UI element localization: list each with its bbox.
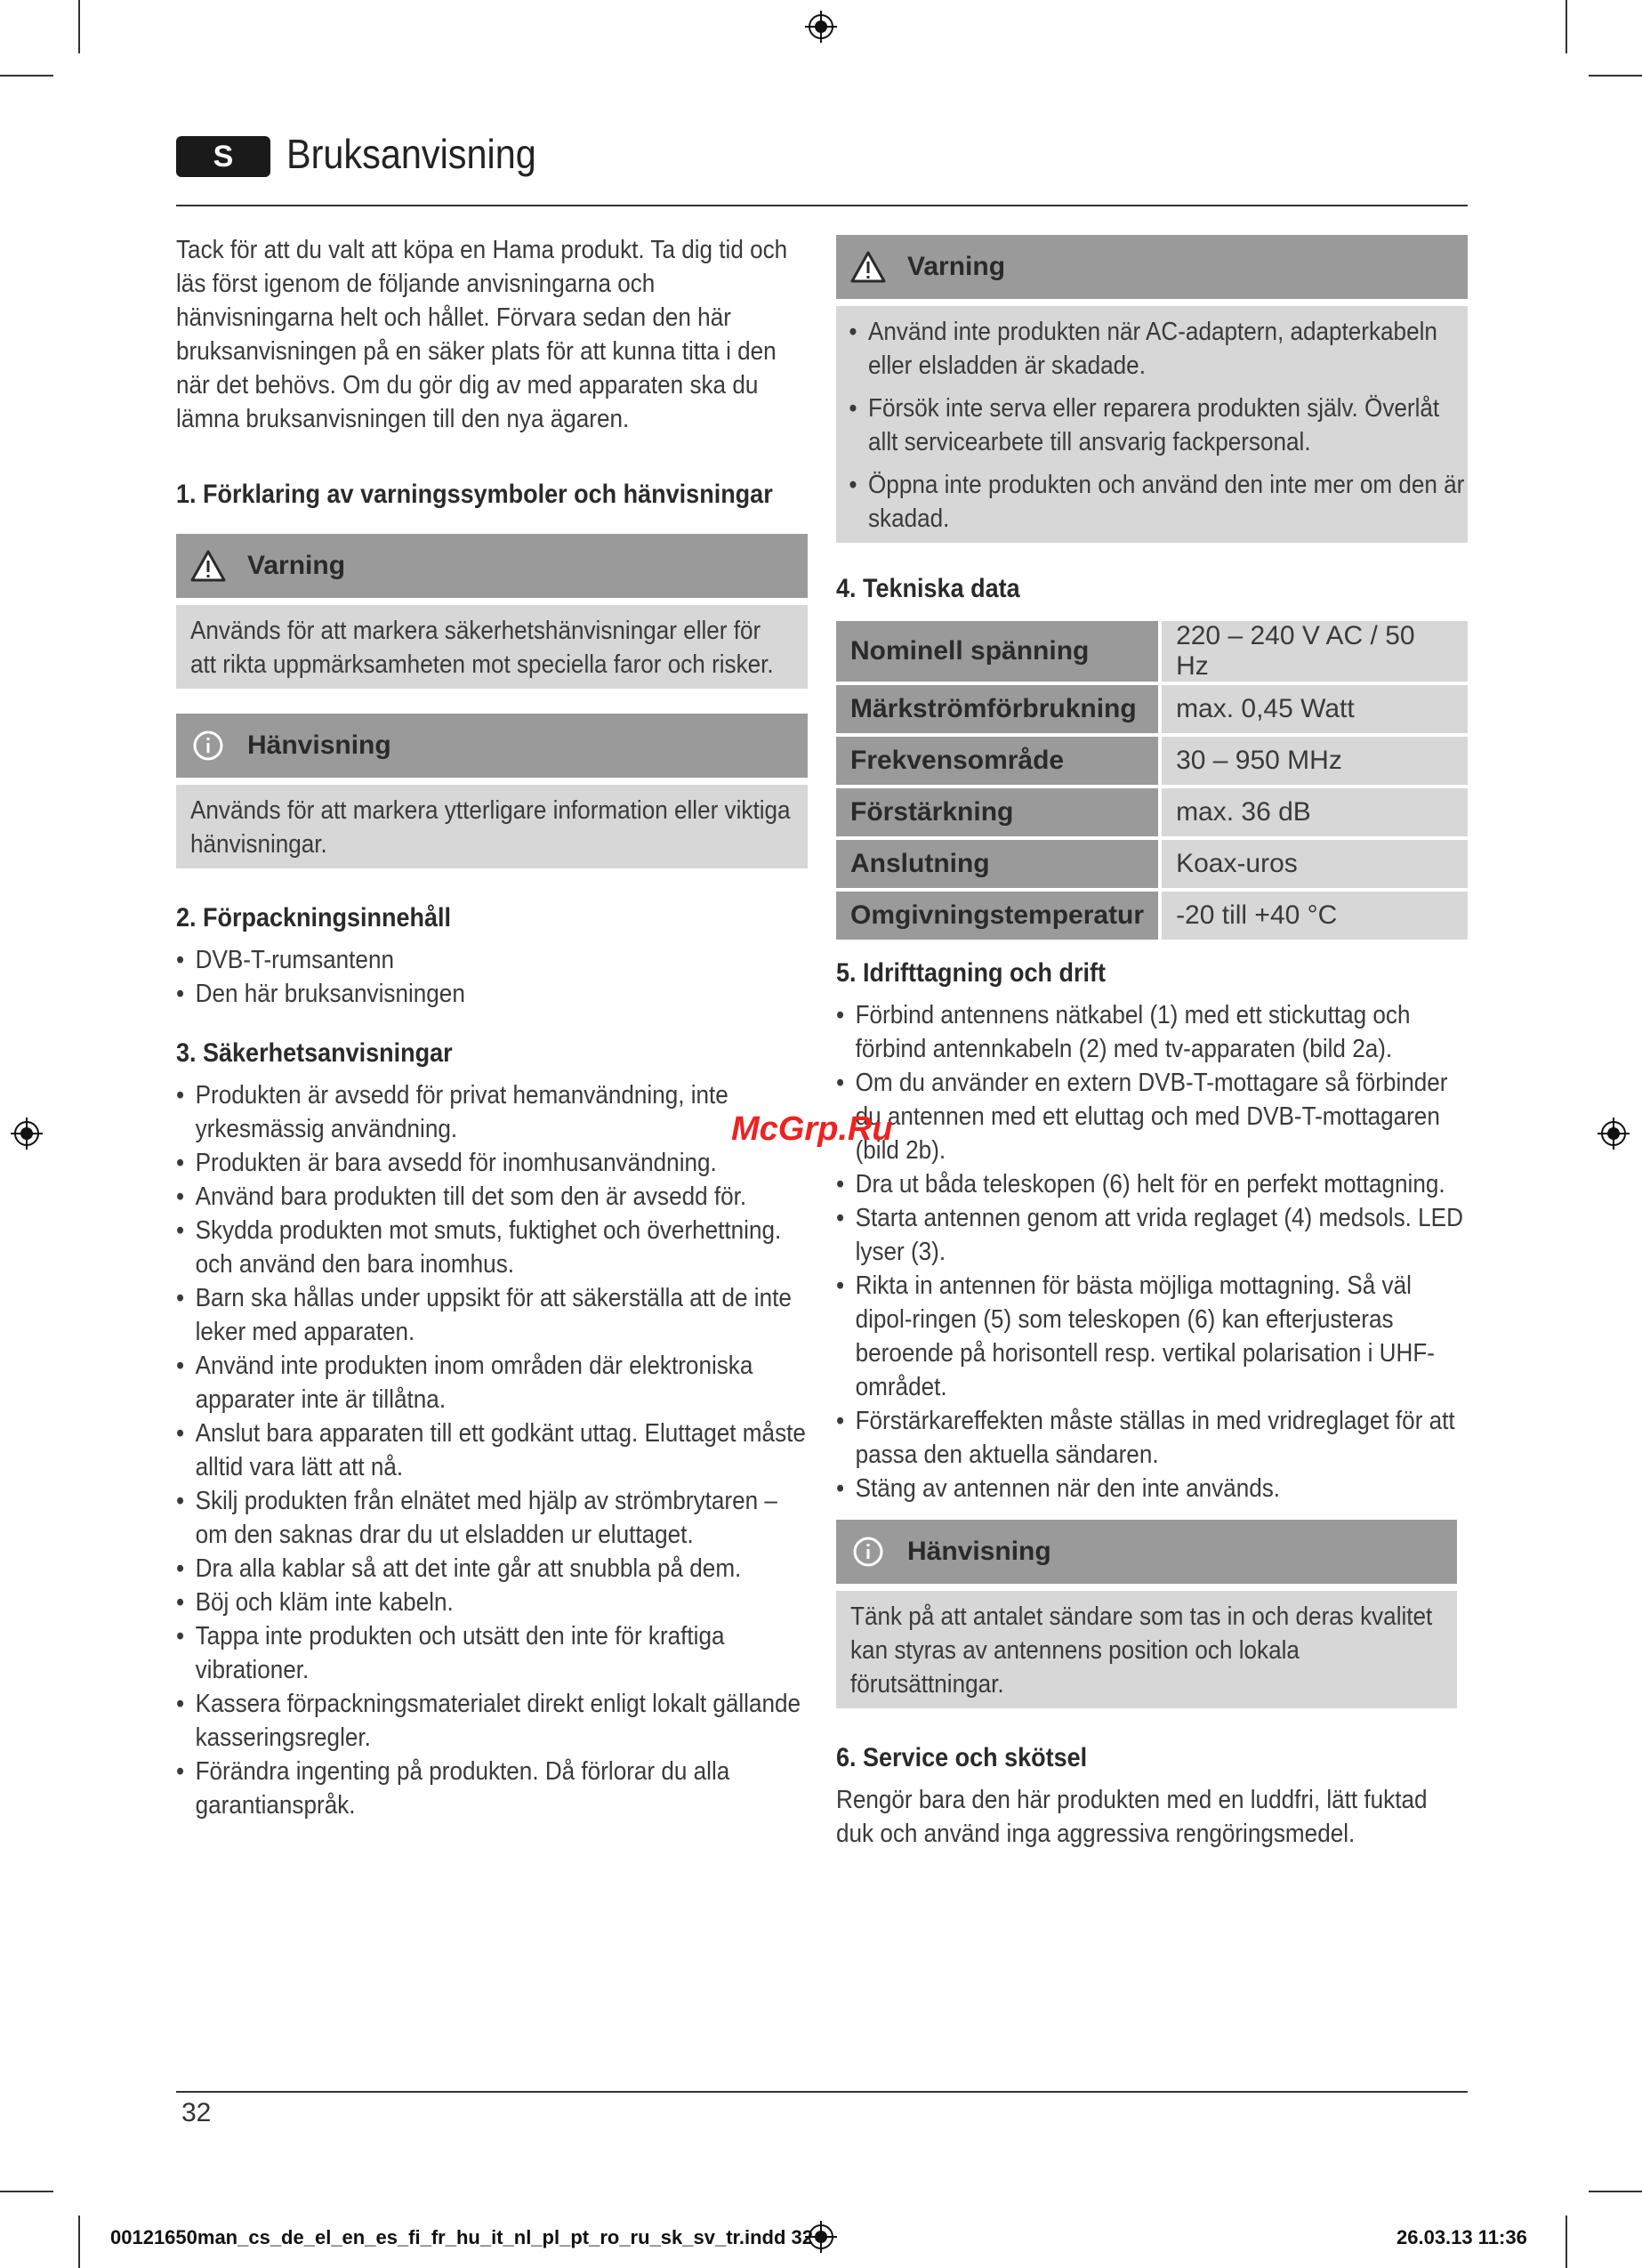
service-text: Rengör bara den här produkten med en luddfri, lätt fuktad duk och använd inga aggressiva rengöringsmedel. (836, 1786, 1428, 1848)
section4-heading: 4. Tekniska data (836, 574, 1020, 603)
tech-data-table (836, 617, 1468, 943)
registration-mark-icon (11, 1118, 43, 1150)
table-row (836, 685, 1468, 733)
note-legend-body (176, 785, 808, 868)
spec-key: Frekvensområde (836, 737, 1162, 785)
crop-mark (1589, 75, 1642, 77)
section2-heading: 2. Förpackningsinnehåll (176, 903, 452, 932)
package-contents-list (176, 943, 807, 1011)
intro-text: Tack för att du valt att köpa en Hama produkt. Ta dig tid och läs först igenom de följande anvisningarna och hänvisningarna helt och hållet. Förvara sedan den här bruksanvisningen på en säker plats för att kunna titta i den när det behövs. Om du gör dig av med apparaten ska du lämna bruksanvisningen till den nya ägaren. (176, 236, 788, 433)
list-item: • Dra ut båda teleskopen (6) helt för en perfekt mottagning. (836, 1167, 1467, 1201)
watermark: McGrp.Ru (731, 1110, 893, 1148)
warning-legend-body (176, 605, 808, 689)
spec-key: Förstärkning (836, 788, 1162, 836)
warning-box (836, 235, 1468, 543)
list-item: • Om du använder en extern DVB-T-mottagare så förbinder du antennen med ett eluttag och med DVB-T-mottagaren (bild 2b). (836, 1066, 1467, 1167)
table-row (836, 788, 1468, 836)
warning-legend-box (176, 534, 808, 689)
warning-triangle-icon (190, 550, 226, 582)
footer-filename: 00121650man_cs_de_el_en_es_fi_fr_hu_it_nl_pl_pt_ro_ru_sk_sv_tr.indd 32 (110, 2226, 814, 2248)
table-row (836, 621, 1468, 682)
list-item: • Skydda produkten mot smuts, fuktighet och överhettning. och använd den bara inomhus. (176, 1214, 807, 1281)
page-number: 32 (181, 2098, 212, 2127)
spec-value: max. 36 dB (1162, 788, 1468, 836)
crop-mark (1589, 2191, 1642, 2192)
spec-value: 220 – 240 V AC / 50 Hz (1162, 621, 1468, 682)
list-item: • DVB-T-rumsantenn (176, 943, 807, 977)
list-item: • Produkten är avsedd för privat hemanvändning, inte yrkesmässig användning. (176, 1078, 807, 1146)
list-item: • Förändra ingenting på produkten. Då förlorar du alla garantianspråk. (176, 1755, 807, 1822)
spec-key: Märkströmförbrukning (836, 685, 1162, 733)
list-item: • Använd inte produkten inom områden där elektroniska apparater inte är tillåtna. (176, 1349, 807, 1416)
crop-mark (1566, 0, 1567, 53)
list-item: • Produkten är bara avsedd för inomhusanvändning. (176, 1146, 807, 1180)
note-legend-label: Hänvisning (247, 730, 391, 760)
warning-list (836, 315, 1466, 536)
table-row (836, 840, 1468, 888)
warning-box-body (836, 306, 1468, 543)
list-item: • Tappa inte produkten och utsätt den inte för kraftiga vibrationer. (176, 1619, 807, 1687)
list-item: • Stäng av antennen när den inte används. (836, 1472, 1467, 1505)
crop-mark (0, 75, 53, 77)
note-box-text: Tänk på att antalet sändare som tas in och deras kvalitet kan styras av antennens position och lokala förutsättningar. (850, 1602, 1433, 1699)
section1-heading: 1. Förklaring av varningssymboler och hänvisningar (176, 480, 773, 509)
crop-mark (78, 2216, 80, 2268)
note-box (836, 1520, 1457, 1708)
table-row (836, 737, 1468, 785)
spec-value: max. 0,45 Watt (1162, 685, 1468, 733)
list-item: • Använd bara produkten till det som den är avsedd för. (176, 1180, 807, 1214)
list-item: • Barn ska hållas under uppsikt för att säkerställa att de inte leker med apparaten. (176, 1281, 807, 1349)
note-legend-text: Används för att markera ytterligare information eller viktiga hänvisningar. (190, 796, 791, 859)
info-icon (850, 1536, 886, 1568)
note-box-label: Hänvisning (907, 1537, 1051, 1566)
list-item: • Skilj produkten från elnätet med hjälp av strömbrytaren – om den saknas drar du ut elsladden ur eluttaget. (176, 1484, 807, 1552)
spec-key: Nominell spänning (836, 621, 1162, 682)
list-item: • Starta antennen genom att vrida reglaget (4) medsols. LED lyser (3). (836, 1201, 1467, 1269)
warning-legend-label: Varning (247, 551, 346, 580)
section5-heading: 5. Idrifttagning och drift (836, 958, 1106, 988)
operation-list (836, 998, 1467, 1505)
right-column (836, 233, 1468, 1851)
note-box-header (836, 1520, 1457, 1584)
list-item: • Förbind antennens nätkabel (1) med ett stickuttag och förbind antennkabeln (2) med tv-apparaten (bild 2a). (836, 998, 1467, 1066)
note-legend-box (176, 714, 808, 868)
info-icon (190, 730, 226, 762)
list-item: • Anslut bara apparaten till ett godkänt uttag. Eluttaget måste alltid vara lätt att nå. (176, 1416, 807, 1484)
left-column (176, 233, 808, 1822)
section6-heading: 6. Service och skötsel (836, 1743, 1088, 1772)
spec-value: 30 – 950 MHz (1162, 737, 1468, 785)
section3-heading: 3. Säkerhetsanvisningar (176, 1038, 453, 1068)
warning-legend-text: Används för att markera säkerhetshänvisningar eller för att rikta uppmärksamheten mot speciella faror och risker. (190, 617, 774, 679)
crop-mark (1566, 2216, 1567, 2268)
crop-mark (78, 0, 80, 53)
footer-date: 26.03.13 11:36 (1397, 2226, 1527, 2248)
note-box-body (836, 1591, 1457, 1708)
list-item: • Den här bruksanvisningen (176, 977, 807, 1011)
list-item: • Kassera förpackningsmaterialet direkt enligt lokalt gällande kasseringsregler. (176, 1687, 807, 1755)
language-badge: S (176, 136, 270, 177)
list-item: • Försök inte serva eller reparera produkten själv. Överlåt allt servicearbete till ansvarig fackpersonal. (849, 391, 1465, 459)
list-item: • Förstärkareffekten måste ställas in med vridreglaget för att passa den aktuella sändaren. (836, 1404, 1467, 1472)
spec-value: -20 till +40 °C (1162, 892, 1468, 940)
page-title: Bruksanvisning (286, 131, 536, 177)
spec-key: Omgivningstemperatur (836, 892, 1162, 940)
crop-mark (0, 2191, 53, 2192)
list-item: • Dra alla kablar så att det inte går att snubbla på dem. (176, 1552, 807, 1586)
table-row (836, 892, 1468, 940)
warning-triangle-icon (850, 251, 886, 283)
spec-value: Koax-uros (1162, 840, 1468, 888)
registration-mark-icon (805, 11, 837, 43)
list-item: • Öppna inte produkten och använd den inte mer om den är skadad. (849, 468, 1465, 536)
header-rule (176, 205, 1468, 206)
list-item: • Böj och kläm inte kabeln. (176, 1586, 807, 1619)
warning-box-label: Varning (907, 252, 1006, 281)
registration-mark-icon (1598, 1118, 1630, 1150)
warning-box-header (836, 235, 1468, 299)
list-item: • Rikta in antennen för bästa möjliga mottagning. Så väl dipol-ringen (5) som teleskopen (6) kan efterjusteras beroende på horisontell resp. vertikal polarisation i UHF-området. (836, 1269, 1467, 1404)
footer-rule (176, 2091, 1468, 2093)
list-item: • Använd inte produkten när AC-adaptern, adapterkabeln eller elsladden är skadade. (849, 315, 1465, 383)
note-legend-header (176, 714, 808, 778)
spec-key: Anslutning (836, 840, 1162, 888)
safety-list (176, 1078, 807, 1822)
warning-legend-header (176, 534, 808, 598)
